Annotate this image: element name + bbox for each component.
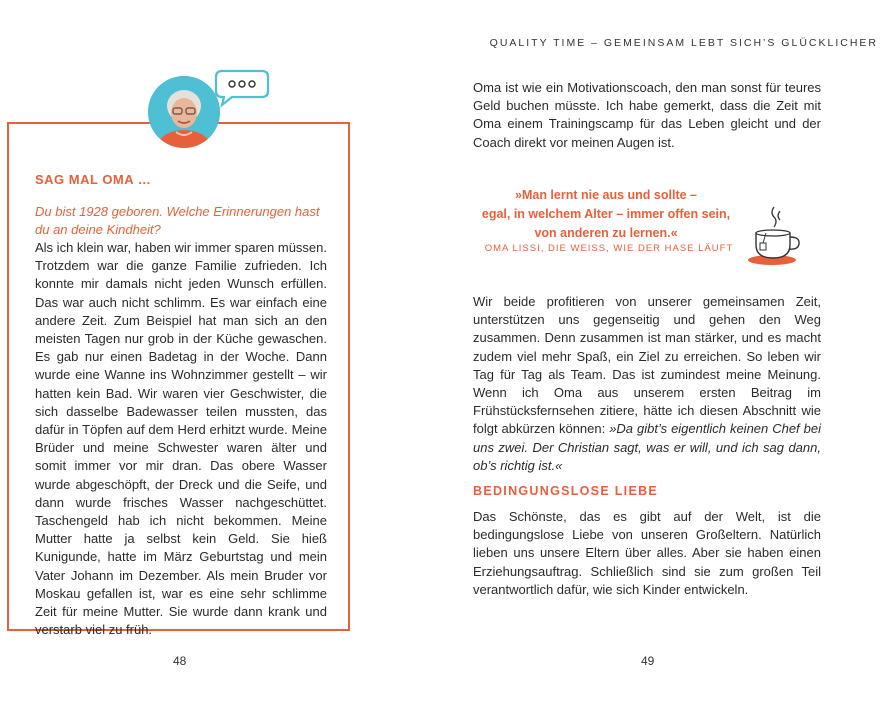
grandma-avatar xyxy=(148,76,220,148)
section-heading: BEDINGUNGSLOSE LIEBE xyxy=(473,484,659,498)
interview-question: Du bist 1928 geboren. Welche Erinnerungen hast du an deine Kindheit? xyxy=(35,204,320,238)
pull-quote-line: egal, in welchem Alter – immer offen sein, xyxy=(481,207,731,221)
page-number-right: 49 xyxy=(641,654,655,668)
pull-quote-line: von anderen zu lernen.« xyxy=(534,226,678,240)
interview-answer: Als ich klein war, haben wir immer sparen müssen. Trotzdem war die ganze Familie zufrieden. Ich konnte mir damals nicht jeden Wunsch erfüllen. Das war auch nicht schlimm. Es war einfach eine andere Zeit. Zum Beispiel hat man sich an den meisten Tagen nur grob in der Küche gewaschen. Es gab nur einen Badetag in der Woche. Dann wurde eine Wanne ins Wohnzimmer gestellt – wir hatten kein Bad. Wir waren vier Geschwister, die sich dasselbe Badewasser teilen mussten, das dafür in Töpfen auf dem Herd erhitzt wurde. Meine Brüder und meine Schwester waren älter und somit immer vor mir dran. Das obere Wasser wurde abgeschöpft, der Dreck und die Seife, und dann wurde frisches Wasser nachgeschüttet. Taschengeld hab ich nicht bekommen. Meine Mutter hatte ja selbst kein Geld. Sie hieß Kunigunde, hatte im März Geburtstag und mein Vater Johann im Dezember. Als mein Bruder vor Moskau gefallen ist, war es eine sehr schlimme Zeit für meine Mutter. Sie wurde dann krank und verstarb viel zu früh. xyxy=(35,240,327,638)
paragraph-text: Wir beide profitieren von unserer gemeinsamen Zeit, unterstützen uns gegenseitig und gehen den Weg zusammen. Denn zusammen ist man stärker, und es macht zudem viel mehr Spaß, ein Ziel zu erreichen. So leben wir Tag für Tag als Team. Das ist zumindest meine Meinung. Wenn ich Oma aus unserem ersten Beitrag im Frühstücksfernsehen zitiere, hätte ich diesen Abschnitt wie folgt abkürzen können: xyxy=(473,294,821,437)
pull-quote xyxy=(471,186,741,243)
paragraph-gemeinsame-zeit xyxy=(473,293,821,475)
page-number-left: 48 xyxy=(173,654,187,668)
oma-quote-italic: »Da gibt’s eigentlich keinen Chef bei uns zwei. Der Christian sagt, was er will, und ich sag dann, ob’s richtig ist.« xyxy=(473,421,821,473)
right-page xyxy=(441,0,882,705)
speech-bubble-icon xyxy=(212,68,270,113)
paragraph-motivationscoach: Oma ist wie ein Motivationscoach, den man sonst für teures Geld buchen müsste. Ich habe gemerkt, dass die Zeit mit Oma einem Trainingscamp für das Leben gleicht und der Coach direkt vor meinen Augen ist. xyxy=(473,80,821,150)
running-head: QUALITY TIME – GEMEINSAM LEBT SICH’S GLÜCKLICHER xyxy=(489,37,878,49)
paragraph-bedingungslose-liebe: Das Schönste, das es gibt auf der Welt, ist die bedingungslose Liebe von unseren Großeltern. Natürlich lieben uns unsere Eltern über alles. Aber sie haben einen Erziehungsauftrag. Schließlich sind sie zum großen Teil verantwortlich dafür, wie sich Kinder entwickeln. xyxy=(473,509,821,597)
quote-attribution: OMA LISSI, DIE WEISS, WIE DER HASE LÄUFT xyxy=(484,243,734,254)
tea-cup-icon xyxy=(744,205,808,274)
oma-avatar-group xyxy=(148,68,270,146)
pull-quote-line: »Man lernt nie aus und sollte – xyxy=(515,188,697,202)
box-heading: SAG MAL OMA … xyxy=(35,172,152,187)
